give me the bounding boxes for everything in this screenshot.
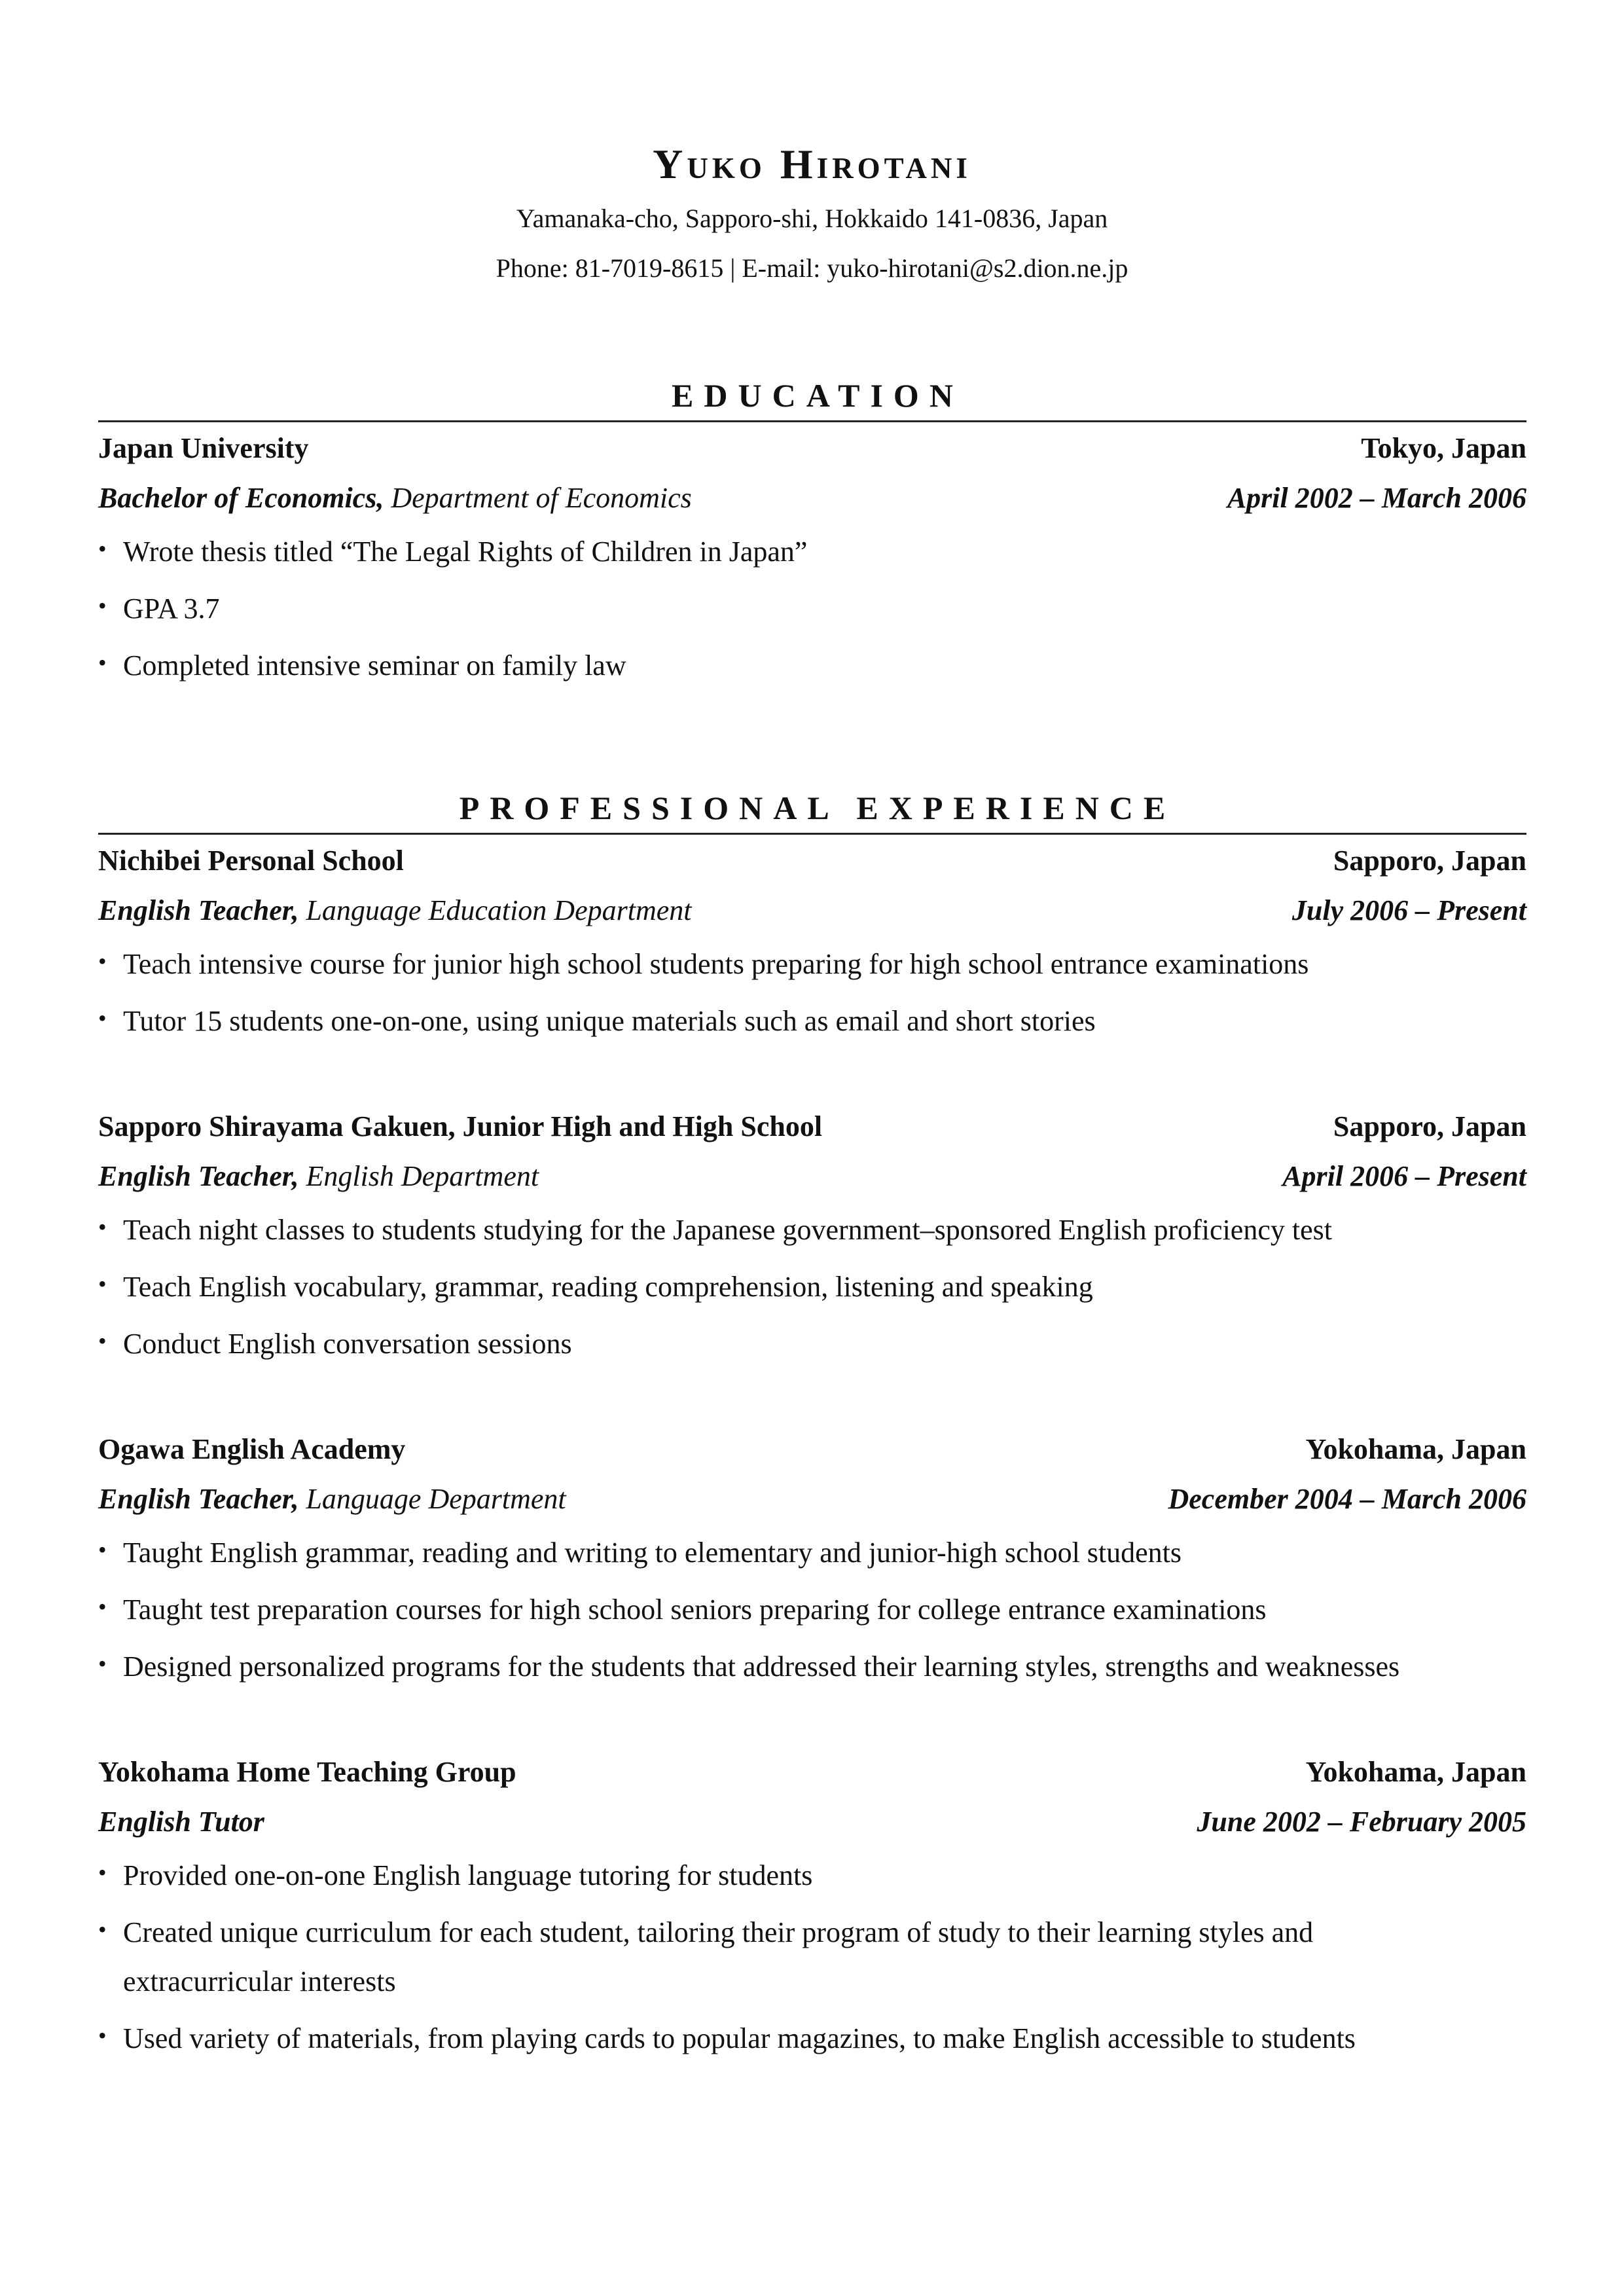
education-dates: April 2002 – March 2006 — [1227, 482, 1526, 514]
employer-name: Sapporo Shirayama Gakuen, Junior High and High School — [98, 1110, 823, 1142]
employer-location: Sapporo, Japan — [1333, 1110, 1526, 1142]
bullet-icon: • — [98, 1859, 107, 1886]
employer-name: Ogawa English Academy — [98, 1433, 406, 1465]
list-item: • Completed intensive seminar on family law — [98, 637, 1526, 694]
job-dates: December 2004 – March 2006 — [1168, 1483, 1526, 1515]
entry-spacer — [98, 1049, 1526, 1102]
job-title: English Teacher, — [98, 894, 299, 926]
list-item: • Designed personalized programs for the students that addressed their learning styles, strengths and weaknesses — [98, 1638, 1526, 1695]
list-item: • Teach intensive course for junior high school students preparing for high school entrance examinations — [98, 936, 1526, 993]
department: Department of Economics — [384, 482, 692, 514]
entry-spacer — [98, 1695, 1526, 1747]
institution-name: Japan University — [98, 432, 309, 464]
entry-spacer — [98, 1372, 1526, 1425]
list-item: • Wrote thesis titled “The Legal Rights of Children in Japan” — [98, 523, 1526, 580]
job-bullets — [98, 936, 1526, 1049]
job-bullets — [98, 1847, 1526, 2067]
experience-entry — [98, 836, 1526, 1049]
list-item: • Teach night classes to students studying for the Japanese government–sponsored English proficiency test — [98, 1201, 1526, 1258]
department: English Department — [298, 1160, 539, 1192]
section-divider — [98, 833, 1526, 835]
job-dates: July 2006 – Present — [1291, 894, 1526, 926]
employer-name: Nichibei Personal School — [98, 845, 404, 877]
job-bullets — [98, 1524, 1526, 1695]
bullet-icon: • — [98, 1271, 107, 1297]
bullet-icon: • — [98, 1594, 107, 1620]
section-title-experience: PROFESSIONAL EXPERIENCE — [459, 790, 1176, 826]
degree: Bachelor of Economics, — [98, 482, 384, 514]
bullet-icon: • — [98, 1005, 107, 1031]
education-entry — [98, 424, 1526, 694]
bullet-icon: • — [98, 1214, 107, 1240]
list-item: • Used variety of materials, from playing cards to popular magazines, to make English accessible to students — [98, 2010, 1526, 2067]
list-item: • Conduct English conversation sessions — [98, 1315, 1526, 1372]
education-section — [98, 371, 1526, 694]
department: Language Education Department — [298, 894, 692, 926]
experience-entry — [98, 1747, 1526, 2067]
job-title: English Tutor — [98, 1806, 264, 1838]
resume-header — [0, 135, 1624, 293]
experience-entry — [98, 1102, 1526, 1372]
list-item: • Teach English vocabulary, grammar, reading comprehension, listening and speaking — [98, 1258, 1526, 1315]
employer-name: Yokohama Home Teaching Group — [98, 1756, 516, 1788]
experience-entry — [98, 1425, 1526, 1695]
job-title: English Teacher, — [98, 1160, 299, 1192]
institution-location: Tokyo, Japan — [1361, 432, 1526, 464]
bullet-icon: • — [98, 649, 107, 676]
job-dates: April 2006 – Present — [1282, 1160, 1526, 1192]
job-title: English Teacher, — [98, 1483, 299, 1515]
education-bullets — [98, 523, 1526, 694]
job-bullets — [98, 1201, 1526, 1372]
address-line: Yamanaka-cho, Sapporo-shi, Hokkaido 141-0836, Japan — [516, 204, 1108, 233]
employer-location: Sapporo, Japan — [1333, 845, 1526, 877]
section-divider — [98, 420, 1526, 422]
bullet-icon: • — [98, 2022, 107, 2049]
job-dates: June 2002 – February 2005 — [1197, 1806, 1526, 1838]
section-title-education: EDUCATION — [672, 377, 964, 414]
bullet-icon: • — [98, 948, 107, 974]
candidate-name: Yuko Hirotani — [653, 141, 971, 187]
employer-location: Yokohama, Japan — [1305, 1433, 1526, 1465]
list-item: • Taught English grammar, reading and writing to elementary and junior-high school students — [98, 1524, 1526, 1581]
bullet-icon: • — [98, 1328, 107, 1354]
list-item: • Provided one-on-one English language tutoring for students — [98, 1847, 1526, 1904]
bullet-icon: • — [98, 536, 107, 562]
bullet-icon: • — [98, 1537, 107, 1563]
employer-location: Yokohama, Japan — [1305, 1756, 1526, 1788]
experience-section — [98, 783, 1526, 2067]
list-item: • Tutor 15 students one-on-one, using unique materials such as email and short stories — [98, 993, 1526, 1049]
list-item: • Taught test preparation courses for high school seniors preparing for college entrance examinations — [98, 1581, 1526, 1638]
bullet-icon: • — [98, 1916, 107, 1942]
list-item: • Created unique curriculum for each student, tailoring their program of study to their learning styles and extracurricular interests — [98, 1904, 1526, 2010]
contact-line: Phone: 81-7019-8615 | E-mail: yuko-hirotani@s2.dion.ne.jp — [496, 253, 1128, 283]
list-item: • GPA 3.7 — [98, 580, 1526, 637]
department: Language Department — [298, 1483, 566, 1515]
bullet-icon: • — [98, 1650, 107, 1677]
bullet-icon: • — [98, 592, 107, 619]
